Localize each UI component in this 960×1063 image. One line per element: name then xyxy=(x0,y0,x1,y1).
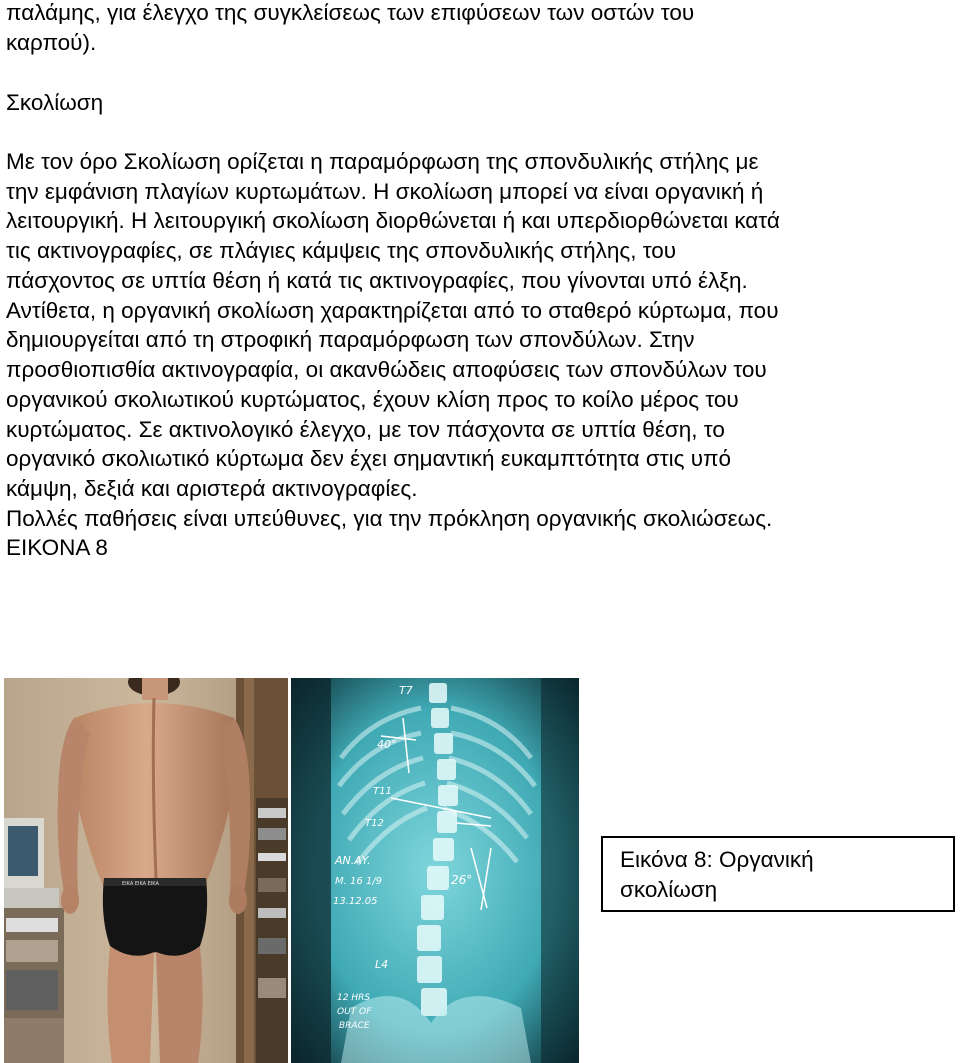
figure-caption-line: Εικόνα 8: Οργανική xyxy=(620,847,814,872)
xray-note-2: OUT OF xyxy=(337,1007,372,1017)
xray-note-3: BRACE xyxy=(339,1021,370,1031)
xray-label-t11: T11 xyxy=(373,786,392,797)
svg-text:EIKA EIKA EIKA: EIKA EIKA EIKA xyxy=(122,881,159,887)
xray-label-angle-bottom: 26° xyxy=(451,873,473,887)
xray-label-age: M. 16 1/9 xyxy=(335,876,382,887)
xray-label-angle-top: 40° xyxy=(377,738,397,751)
text-line: Αντίθετα, η οργανική σκολίωση χαρακτηρίζεται από το σταθερό κύρτωμα, που xyxy=(6,298,779,323)
xray-label-t7: T7 xyxy=(399,684,413,697)
text-line: Με τον όρο Σκολίωση ορίζεται η παραμόρφωση της σπονδυλικής στήλης με xyxy=(6,149,759,174)
figure-label: ΕΙΚΟΝΑ 8 xyxy=(6,535,108,560)
text-line: δημιουργείται από τη στροφική παραμόρφωση των σπονδύλων. Στην xyxy=(6,327,695,352)
patient-back-photo xyxy=(4,678,288,1063)
text-line: οργανικού σκολιωτικού κυρτώματος, έχουν κλίση προς το κοίλο μέρος του xyxy=(6,387,739,412)
text-line: παλάμης, για έλεγχο της συγκλείσεως των επιφύσεων των οστών του xyxy=(6,0,695,25)
figure-caption-line: σκολίωση xyxy=(620,877,718,902)
xray-label-initials: AN.AY. xyxy=(335,854,371,867)
xray-label-date: 13.12.05 xyxy=(333,896,378,907)
text-line: κάμψη, δεξιά και αριστερά ακτινογραφίες. xyxy=(6,476,418,501)
xray-label-l4: L4 xyxy=(375,958,389,971)
text-line: καρπού). xyxy=(6,30,97,55)
xray-image xyxy=(291,678,579,1063)
text-line: οργανικό σκολιωτικό κύρτωμα δεν έχει σημαντική ευκαμπτότητα στις υπό xyxy=(6,446,732,471)
xray-label-t12: T12 xyxy=(365,818,384,829)
text-line: προσθιοπισθία ακτινογραφία, οι ακανθώδεις αποφύσεις των σπονδύλων του xyxy=(6,357,767,382)
text-line: κυρτώματος. Σε ακτινολογικό έλεγχο, με τον πάσχοντα σε υπτία θέση, το xyxy=(6,417,725,442)
text-line: την εμφάνιση πλαγίων κυρτωμάτων. Η σκολίωση μπορεί να είναι οργανική ή xyxy=(6,179,764,204)
text-line: τις ακτινογραφίες, σε πλάγιες κάμψεις της σπονδυλικής στήλης, του xyxy=(6,238,677,263)
text-line: πάσχοντος σε υπτία θέση ή κατά τις ακτινογραφίες, που γίνονται υπό έλξη. xyxy=(6,268,748,293)
xray-note-1: 12 HRS xyxy=(337,993,371,1003)
figure-caption-box xyxy=(601,836,955,912)
text-line: Πολλές παθήσεις είναι υπεύθυνες, για την πρόκληση οργανικής σκολιώσεως. xyxy=(6,506,773,531)
section-heading: Σκολίωση xyxy=(6,90,104,115)
text-line: λειτουργική. Η λειτουργική σκολίωση διορθώνεται ή και υπερδιορθώνεται κατά xyxy=(6,208,780,233)
